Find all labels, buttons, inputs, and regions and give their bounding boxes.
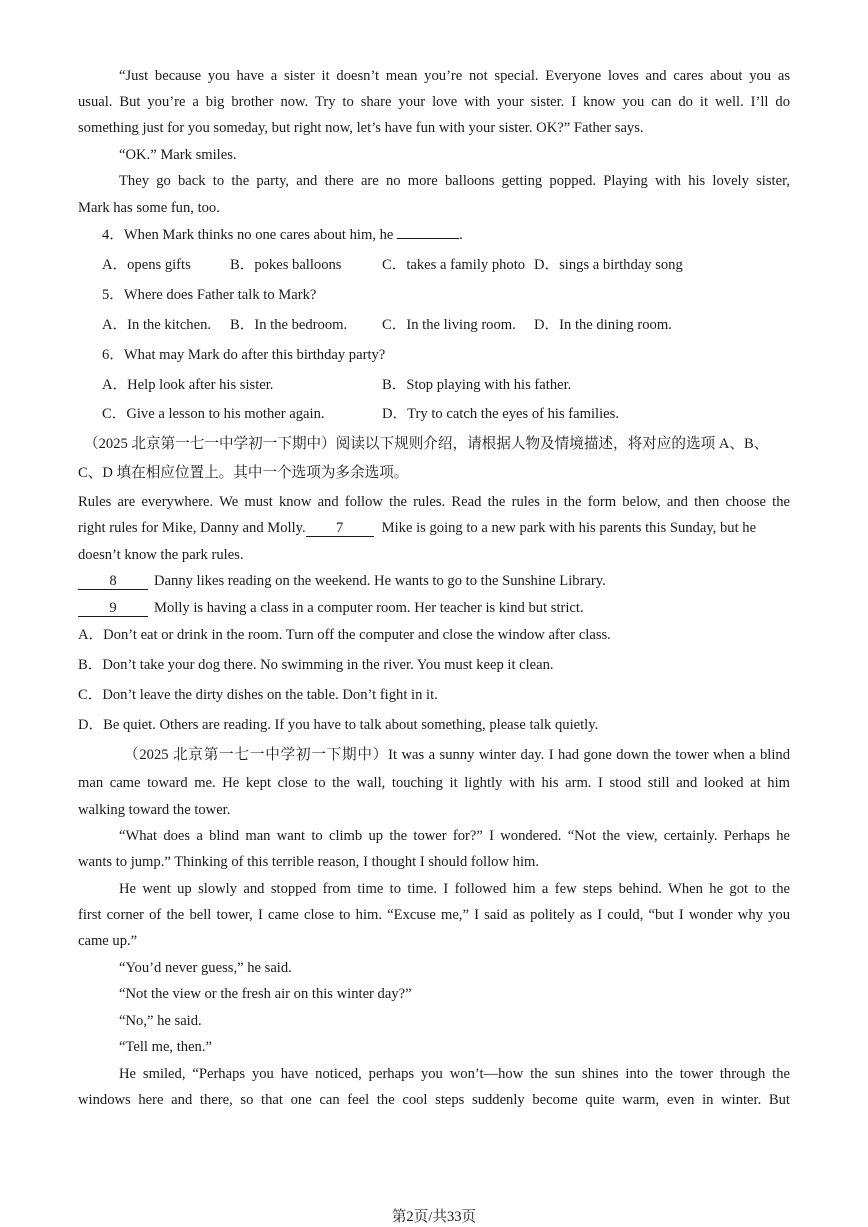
passage-line: walking toward the tower. [78, 802, 231, 818]
passage-line: wants to jump.” Thinking of this terrible reason, I thought I should follow him. [78, 854, 539, 870]
passage-line: windows here and there, so that one can feel the cool steps suddenly become quite warm, even in winter. But [78, 1092, 790, 1108]
question-stem-end: . [459, 227, 463, 243]
option-b: B．pokes balloons [230, 257, 342, 273]
rules-intro-line [78, 518, 790, 538]
passage-line: usual. But you’re a big brother now. Try to share your love with your sister. I know you can do it well. I’ll do [78, 94, 790, 110]
rule-option-a: A．Don’t eat or drink in the room. Turn off the computer and close the window after class. [78, 627, 611, 643]
option-c: C．takes a family photo [382, 257, 526, 273]
option-d: D．sings a birthday song [534, 257, 683, 273]
question-stem-text: 4．When Mark thinks no one cares about him, he [102, 227, 394, 243]
item-8 [78, 571, 790, 591]
question-6-stem: 6．What may Mark do after this birthday party? [102, 347, 386, 363]
question-5-stem: 5．Where does Father talk to Mark? [102, 287, 317, 303]
rules-intro-text: Mike is going to a new park with his parents this Sunday, but he [381, 520, 757, 536]
section-instruction: （2025 北京第一七一中学初一下期中）阅读以下规则介绍，请根据人物及情境描述，将对应的选项 A、B、 [84, 436, 769, 452]
passage-line: Mark has some fun, too. [78, 200, 220, 216]
rules-intro-line: doesn’t know the park rules. [78, 547, 244, 563]
passage-line: came up.” [78, 933, 138, 949]
answer-blank [397, 238, 459, 239]
page-number-footer: 第2页/共33页 [391, 1209, 477, 1225]
answer-blank-7: 7 [306, 520, 374, 537]
option-a: A．In the kitchen. [102, 317, 212, 333]
option-c: C．In the living room. [382, 317, 516, 333]
passage-line: （2025 北京第一七一中学初一下期中）It was a sunny winter day. I had gone down the tower when a blind [124, 747, 790, 763]
rule-option-b: B．Don’t take your dog there. No swimming in the river. You must keep it clean. [78, 657, 554, 673]
passage-line: “Not the view or the fresh air on this winter day?” [119, 986, 412, 1002]
section-instruction: C、D 填在相应位置上。其中一个选项为多余选项。 [78, 465, 409, 481]
option-b: B．In the bedroom. [230, 317, 348, 333]
option-a: A．opens gifts [102, 257, 191, 273]
answer-blank-9: 9 [78, 600, 148, 617]
item-9-text: Molly is having a class in a computer room. Her teacher is kind but strict. [154, 600, 584, 616]
passage-line: “You’d never guess,” he said. [119, 960, 292, 976]
passage-line: He went up slowly and stopped from time to time. I followed him a few steps behind. When he got to the [119, 881, 790, 897]
passage-line: “Tell me, then.” [119, 1039, 212, 1055]
passage-line: They go back to the party, and there are no more balloons getting popped. Playing with his lovely sister, [119, 173, 790, 189]
question-4-stem [102, 225, 814, 245]
passage-line: “What does a blind man want to climb up the tower for?” I wondered. “Not the view, certainly. Perhaps he [119, 828, 790, 844]
passage-line: something just for you someday, but right now, let’s have fun with your sister. OK?” Father says. [78, 120, 644, 136]
item-9 [78, 598, 790, 618]
item-8-text: Danny likes reading on the weekend. He wants to go to the Sunshine Library. [154, 573, 606, 589]
rule-option-d: D．Be quiet. Others are reading. If you have to talk about something, please talk quietly. [78, 717, 599, 733]
option-d: D．In the dining room. [534, 317, 672, 333]
passage-line: “OK.” Mark smiles. [119, 147, 237, 163]
passage-line: man came toward me. He kept close to the wall, touching it lightly with his arm. I stood still and looked at him [78, 775, 790, 791]
rules-intro-text: right rules for Mike, Danny and Molly. [78, 520, 306, 536]
option-b: B．Stop playing with his father. [382, 377, 572, 393]
passage-line: first corner of the bell tower, I came close to him. “Excuse me,” I said as politely as I could, “but I wonder why you [78, 907, 790, 923]
option-c: C．Give a lesson to his mother again. [102, 406, 325, 422]
option-a: A．Help look after his sister. [102, 377, 274, 393]
passage-line: “No,” he said. [119, 1013, 202, 1029]
answer-blank-8: 8 [78, 573, 148, 590]
rules-intro-line: Rules are everywhere. We must know and follow the rules. Read the rules in the form below, and then choose the [78, 494, 790, 510]
option-d: D．Try to catch the eyes of his families. [382, 406, 619, 422]
passage-line: He smiled, “Perhaps you have noticed, perhaps you won’t—how the sun shines into the tower through the [119, 1066, 790, 1082]
rule-option-c: C．Don’t leave the dirty dishes on the table. Don’t fight in it. [78, 687, 438, 703]
passage-line: “Just because you have a sister it doesn’t mean you’re not special. Everyone loves and cares about you as [119, 68, 790, 84]
